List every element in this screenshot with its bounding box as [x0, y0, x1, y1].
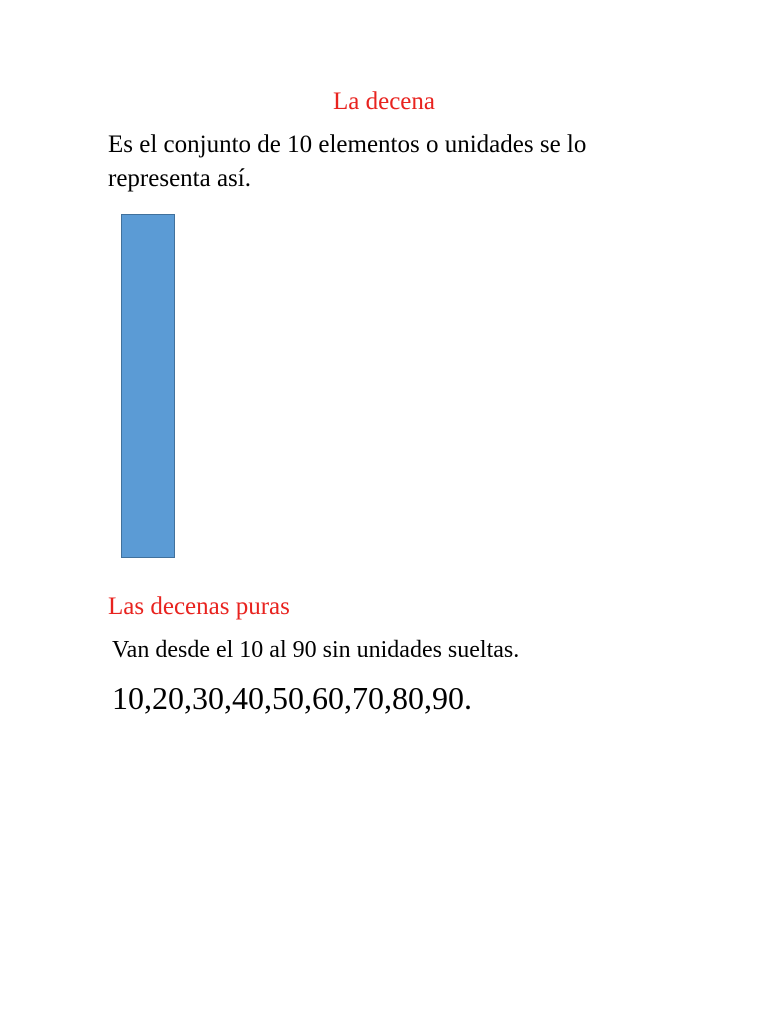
range-description: Van desde el 10 al 90 sin unidades sueltas. [112, 637, 520, 663]
tens-block-illustration [121, 214, 175, 558]
intro-line-1: Es el conjunto de 10 elementos o unidades se lo [108, 131, 587, 158]
pure-tens-list: 10,20,30,40,50,60,70,80,90. [112, 680, 472, 716]
intro-line-2: representa así. [108, 165, 251, 192]
section-subtitle: Las decenas puras [108, 593, 290, 620]
page-title: La decena [332, 88, 435, 115]
intro-paragraph [108, 128, 688, 196]
